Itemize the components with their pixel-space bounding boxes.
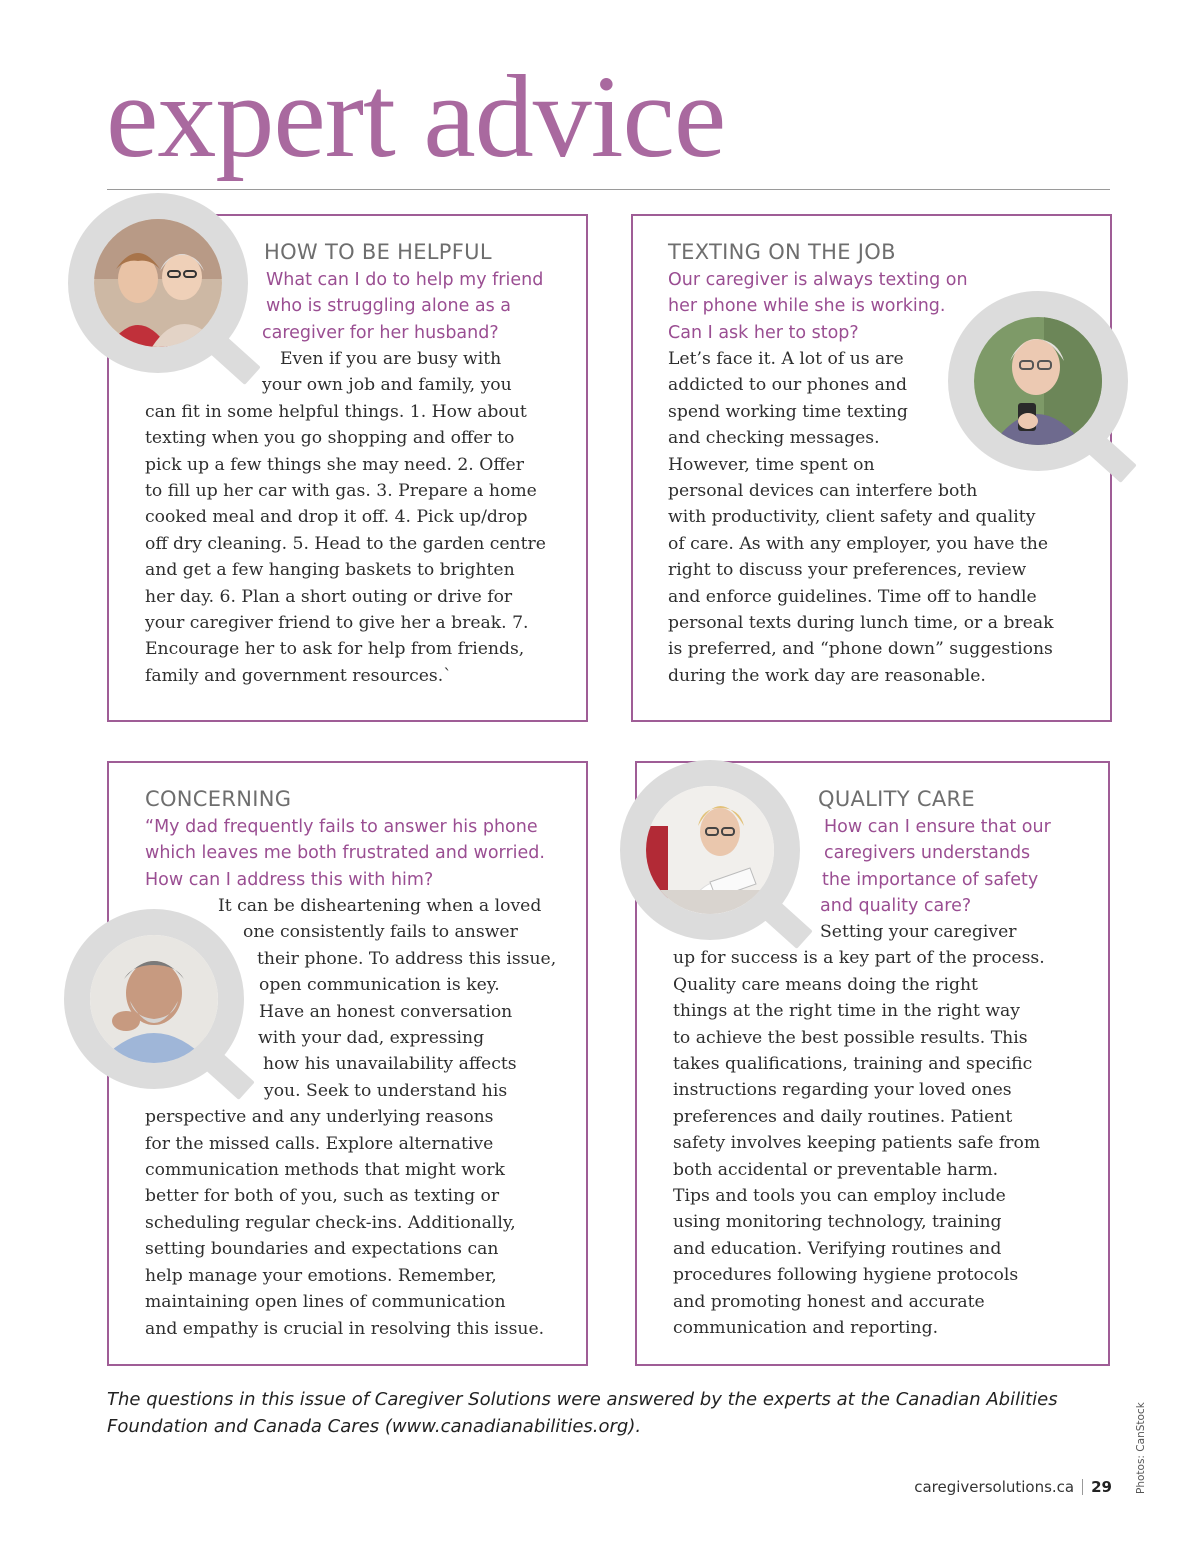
answer-line: addicted to our phones and — [668, 375, 907, 396]
answer-line: with productivity, client safety and quality — [668, 507, 1036, 528]
question-line: and quality care? — [820, 896, 972, 917]
question-line: Can I ask her to stop? — [668, 322, 859, 343]
answer-line: help manage your emotions. Remember, — [145, 1265, 497, 1286]
question-line: the importance of safety — [822, 869, 1039, 890]
answer-line: for the missed calls. Explore alternative — [145, 1133, 494, 1154]
answer-line: and get a few hanging baskets to brighten — [145, 560, 515, 581]
panel-answer — [145, 346, 546, 689]
answer-line: instructions regarding your loved ones — [673, 1080, 1012, 1101]
answer-line: Tips and tools you can employ include — [673, 1186, 1006, 1207]
answer-line: and checking messages. — [668, 428, 880, 449]
answer-line: things at the right time in the right way — [673, 1001, 1021, 1022]
panel-heading: QUALITY CARE — [818, 787, 975, 811]
panel-answer — [668, 346, 1054, 689]
question-line: which leaves me both frustrated and worried. — [145, 843, 545, 864]
answer-line: Setting your caregiver — [820, 922, 1017, 942]
question-line: What can I do to help my friend — [266, 270, 544, 290]
answer-line: you. Seek to understand his — [264, 1080, 508, 1101]
answer-line: family and government resources.` — [145, 665, 452, 686]
question-line: How can I address this with him? — [145, 869, 434, 890]
answer-line: one consistently fails to answer — [243, 922, 518, 943]
answer-line: to fill up her car with gas. 3. Prepare a home — [145, 481, 537, 502]
question-line: caregivers understands — [824, 843, 1031, 864]
answer-line: spend working time texting — [668, 401, 908, 422]
panel-question — [820, 814, 1051, 920]
answer-line: Quality care means doing the right — [673, 974, 978, 995]
answer-line: open communication is key. — [259, 975, 500, 996]
answer-line: her day. 6. Plan a short outing or drive for — [145, 586, 513, 607]
photo-credit: Photos: CanStock — [1135, 1402, 1147, 1494]
answer-line: and enforce guidelines. Time off to handle — [668, 586, 1037, 607]
answer-line: communication and reporting. — [673, 1318, 939, 1339]
page-footer — [914, 1478, 1112, 1496]
answer-line: cooked meal and drop it off. 4. Pick up/drop — [145, 507, 528, 528]
answer-line: takes qualifications, training and specific — [673, 1054, 1033, 1075]
answer-line: both accidental or preventable harm. — [673, 1159, 999, 1180]
footer-site: caregiversolutions.ca — [914, 1478, 1075, 1496]
answer-line: can fit in some helpful things. 1. How about — [145, 401, 527, 422]
answer-line: your own job and family, you — [262, 375, 512, 396]
title-divider — [107, 189, 1110, 190]
question-line: How can I ensure that our — [824, 817, 1051, 837]
answer-line: right to discuss your preferences, review — [668, 560, 1027, 581]
answer-line: to achieve the best possible results. This — [673, 1027, 1028, 1048]
panel-question — [668, 267, 968, 346]
answer-line: how his unavailability affects — [263, 1054, 517, 1075]
answer-line: perspective and any underlying reasons — [145, 1107, 494, 1128]
answer-line: off dry cleaning. 5. Head to the garden centre — [145, 533, 546, 554]
panel-answer — [673, 919, 1045, 1342]
answer-line: Even if you are busy with — [280, 349, 502, 369]
answer-line: preferences and daily routines. Patient — [673, 1106, 1013, 1127]
answer-line: maintaining open lines of communication — [145, 1292, 506, 1313]
answer-line: better for both of you, such as texting or — [145, 1186, 500, 1207]
question-line: her phone while she is working. — [668, 296, 946, 317]
answer-line: safety involves keeping patients safe from — [673, 1133, 1041, 1154]
answer-line: and empathy is crucial in resolving this issue. — [145, 1318, 545, 1339]
question-line: who is struggling alone as a — [266, 296, 512, 317]
answer-line: setting boundaries and expectations can — [145, 1239, 499, 1260]
answer-line: of care. As with any employer, you have the — [668, 533, 1049, 554]
panel-heading: TEXTING ON THE JOB — [668, 240, 896, 264]
question-line: “My dad frequently fails to answer his phone — [145, 817, 538, 837]
answer-line: during the work day are reasonable. — [668, 665, 986, 686]
answer-line: personal texts during lunch time, or a break — [668, 613, 1054, 634]
answer-line: personal devices can interfere both — [668, 481, 978, 502]
answer-line: scheduling regular check-ins. Additionally, — [145, 1212, 516, 1233]
answer-line: However, time spent on — [668, 454, 875, 475]
footer-separator — [1082, 1479, 1083, 1495]
answer-line: Let’s face it. A lot of us are — [668, 349, 904, 369]
panel-question — [264, 267, 543, 346]
answer-line: and promoting honest and accurate — [673, 1291, 985, 1312]
panel-answer — [145, 893, 556, 1342]
question-line: caregiver for her husband? — [262, 322, 499, 343]
answer-line: up for success is a key part of the process. — [673, 948, 1045, 969]
answer-line: Have an honest conversation — [259, 1001, 513, 1022]
page-number: 29 — [1091, 1478, 1112, 1496]
answer-line: and education. Verifying routines and — [673, 1238, 1002, 1259]
answer-line: pick up a few things she may need. 2. Offer — [145, 454, 524, 475]
answer-line: their phone. To address this issue, — [257, 948, 557, 969]
answer-line: is preferred, and “phone down” suggestions — [668, 639, 1053, 660]
page-title: expert advice — [106, 51, 726, 182]
expert-credit: The questions in this issue of Caregiver Solutions were answered by the experts at the Canadian Abilities Foundation and Canada Cares (www.canadianabilities.org). — [107, 1389, 1058, 1437]
answer-line: your caregiver friend to give her a break. 7. — [145, 613, 529, 634]
question-line: Our caregiver is always texting on — [668, 270, 968, 290]
answer-line: communication methods that might work — [145, 1160, 505, 1181]
panel-heading: CONCERNING — [145, 787, 292, 811]
panel-question — [145, 814, 545, 893]
answer-line: using monitoring technology, training — [673, 1212, 1002, 1233]
panel-heading: HOW TO BE HELPFUL — [264, 240, 492, 264]
answer-line: procedures following hygiene protocols — [673, 1265, 1019, 1286]
answer-line: Encourage her to ask for help from friends, — [145, 639, 525, 660]
answer-line: texting when you go shopping and offer to — [145, 428, 515, 449]
answer-line: It can be disheartening when a loved — [218, 896, 542, 916]
answer-line: with your dad, expressing — [258, 1028, 485, 1049]
